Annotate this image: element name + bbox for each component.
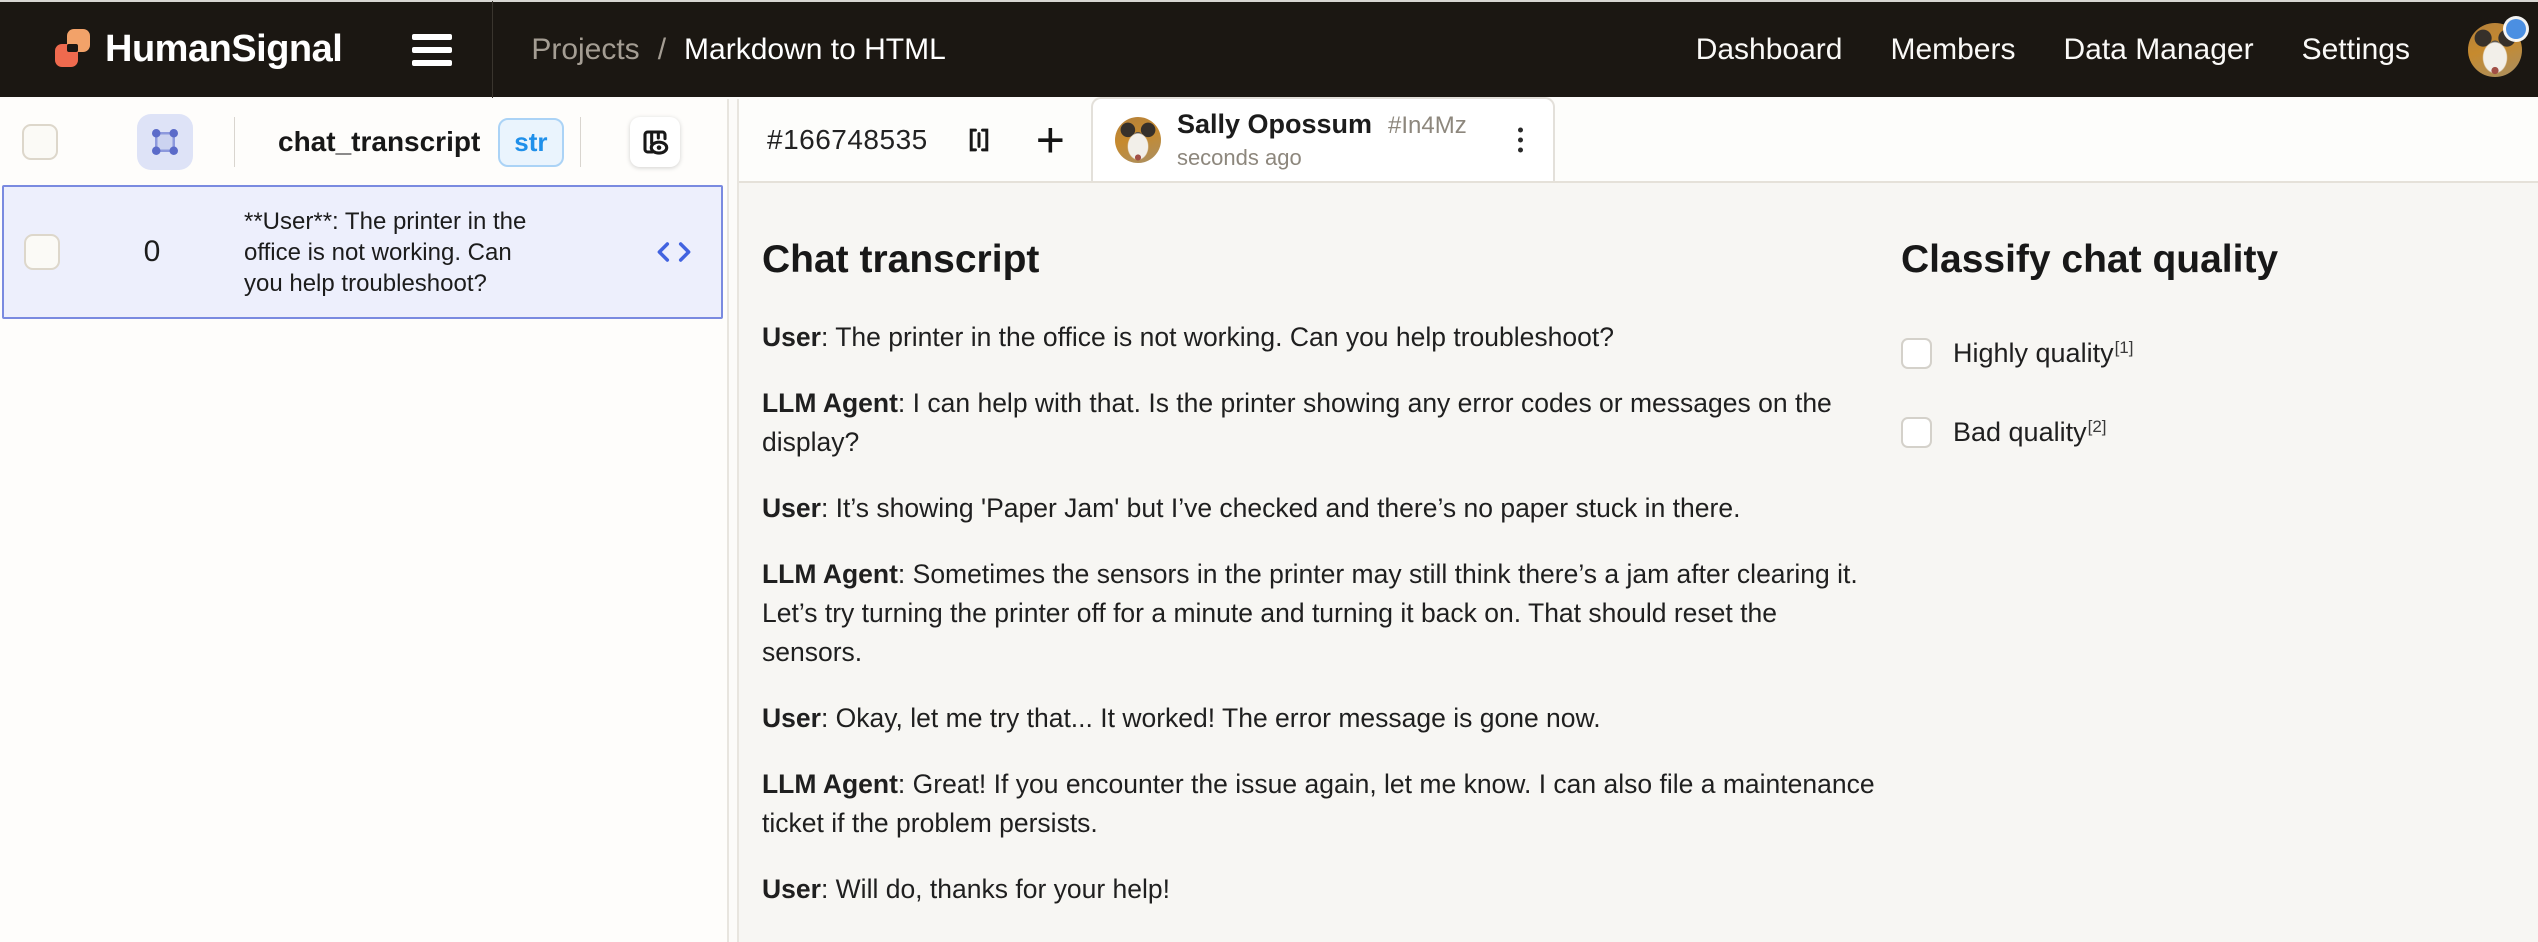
add-annotation-button[interactable]: + xyxy=(1035,112,1065,168)
data-manager-panel xyxy=(0,99,729,942)
chat-message: User: Okay, let me try that... It worked! The error message is gone now. xyxy=(762,703,1601,733)
brand-name: HumanSignal xyxy=(105,28,343,70)
chat-message: User: The printer in the office is not working. Can you help troubleshoot? xyxy=(762,322,1614,352)
brand[interactable] xyxy=(55,28,342,71)
annotator-name: Sally Opossum xyxy=(1176,109,1373,139)
chat-message: LLM Agent: Great! If you encounter the issue again, let me know. I can also file a maintenance ticket if the problem persists. xyxy=(762,769,1875,838)
choice-label: Bad quality xyxy=(1953,417,2087,447)
navbar-divider xyxy=(492,1,493,98)
bad-quality-checkbox[interactable] xyxy=(1901,417,1932,448)
highly-quality-checkbox[interactable] xyxy=(1901,338,1932,369)
selection-grid-icon xyxy=(150,127,180,157)
classification-section xyxy=(1901,238,2278,496)
annotation-id: #In4Mz xyxy=(1388,112,1467,139)
annotation-timestamp: seconds ago xyxy=(1176,145,1302,170)
nav-link-dashboard[interactable]: Dashboard xyxy=(1695,32,1843,66)
row-preview-text: **User**: The printer in the office is not working. Can you help troubleshoot? xyxy=(244,207,527,297)
grid-view-button[interactable] xyxy=(137,114,193,170)
task-id: #166748535 xyxy=(767,124,928,155)
header-divider xyxy=(580,117,581,167)
row-index: 0 xyxy=(143,235,161,268)
annotator-avatar xyxy=(1115,117,1161,163)
hamburger-menu-icon xyxy=(412,34,452,40)
annotation-options-button[interactable] xyxy=(1512,122,1529,159)
columns-eye-icon xyxy=(639,126,671,158)
hotkey-hint: [2] xyxy=(2087,417,2107,436)
chat-message: User: Will do, thanks for your help! xyxy=(762,874,1171,904)
task-header xyxy=(739,99,2538,183)
hotkey-hint: [1] xyxy=(2114,338,2134,357)
labeling-content xyxy=(739,183,2538,909)
chat-message: LLM Agent: Sometimes the sensors in the printer may still think there’s a jam after clearing it. Let’s try turning the printer off for a minute and turning it back on. That should reset the sensors. xyxy=(762,559,1858,667)
chat-message: LLM Agent: I can help with that. Is the printer showing any error codes or messages on the display? xyxy=(762,388,1832,457)
breadcrumb-projects-link[interactable]: Projects xyxy=(531,32,640,66)
row-checkbox[interactable] xyxy=(24,234,60,270)
labeling-panel xyxy=(737,99,2538,942)
column-header-chat-transcript[interactable]: chat_transcript xyxy=(278,126,481,157)
task-row[interactable] xyxy=(2,185,723,319)
choice-highly-quality[interactable] xyxy=(1901,338,2278,369)
annotation-tab-text xyxy=(1177,109,1467,171)
breadcrumb xyxy=(531,33,945,67)
column-type-badge: str xyxy=(498,118,563,167)
hamburger-menu-button[interactable] xyxy=(408,30,456,70)
breadcrumb-current-project: Markdown to HTML xyxy=(684,32,946,66)
nav-link-members[interactable]: Members xyxy=(1890,32,2016,66)
chat-message: User: It’s showing 'Paper Jam' but I’ve checked and there’s no paper stuck in there. xyxy=(762,493,1741,523)
transcript-title: Chat transcript xyxy=(762,238,1040,281)
select-all-checkbox[interactable] xyxy=(22,124,58,160)
navbar-right xyxy=(1696,23,2538,77)
brackets-bar-icon xyxy=(962,123,996,157)
chat-transcript-section xyxy=(762,238,1877,909)
top-navbar xyxy=(0,0,2538,97)
classification-title: Classify chat quality xyxy=(1901,238,2279,281)
choice-bad-quality[interactable] xyxy=(1901,417,2278,448)
code-brackets-icon xyxy=(651,236,697,268)
online-status-dot xyxy=(2506,19,2526,39)
user-avatar[interactable] xyxy=(2468,23,2522,77)
nav-link-data-manager[interactable]: Data Manager xyxy=(2063,32,2254,66)
toggle-panels-button[interactable] xyxy=(962,123,996,157)
choice-label: Highly quality xyxy=(1953,338,2114,368)
humansignal-logo-icon xyxy=(55,29,91,71)
annotation-tab[interactable] xyxy=(1091,97,1555,181)
navbar-left xyxy=(0,2,946,97)
breadcrumb-separator: / xyxy=(657,32,667,66)
toggle-columns-visibility-button[interactable] xyxy=(630,117,680,167)
nav-link-settings[interactable]: Settings xyxy=(2301,32,2410,66)
kebab-menu-icon xyxy=(1518,128,1523,133)
header-divider xyxy=(234,117,235,167)
table-header-row xyxy=(0,99,727,185)
